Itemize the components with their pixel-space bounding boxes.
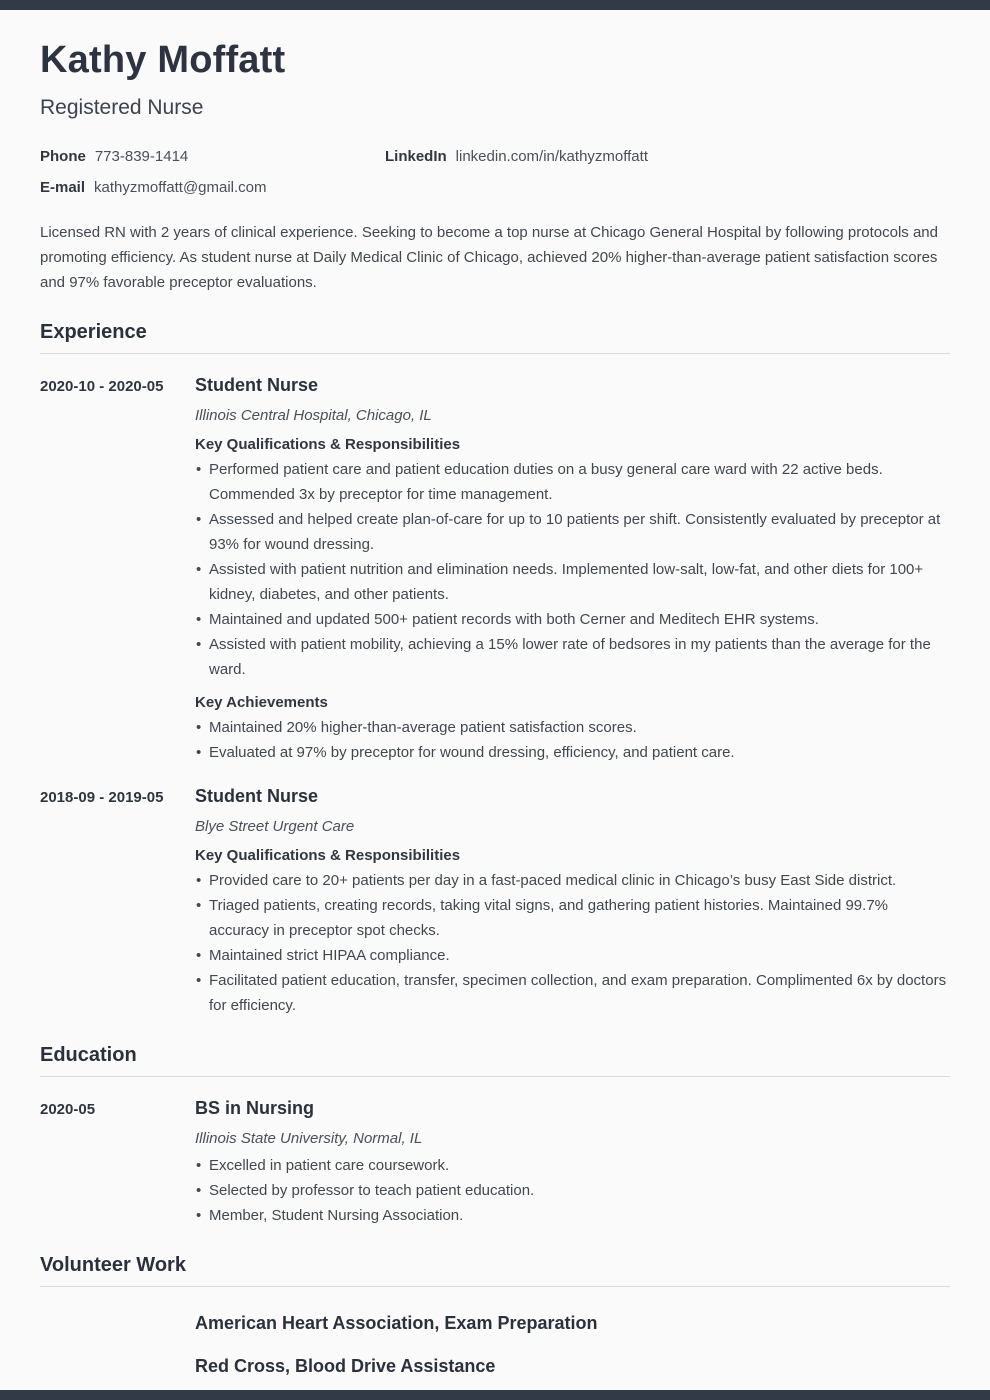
entry-school: Illinois State University, Normal, IL: [195, 1129, 423, 1147]
experience-section: [40, 321, 950, 1018]
bullet-item: • Performed patient care and patient education duties on a busy general care ward with 22 active beds. Commended 3x by preceptor for time management.: [195, 457, 950, 507]
top-accent-bar: [0, 0, 990, 10]
professional-summary: Licensed RN with 2 years of clinical experience. Seeking to become a top nurse at Chicago General Hospital by following protocols and promoting efficiency. As student nurse at Daily Medical Clinic of Chicago, achieved 20% higher-than-average patient satisfaction scores and 97% favorable preceptor evaluations.: [40, 223, 938, 291]
bullet-item: • Assisted with patient mobility, achieving a 15% lower rate of bedsores in my patients than the average for the ward.: [195, 632, 950, 682]
volunteer-title: Red Cross, Blood Drive Assistance: [195, 1355, 496, 1376]
education-entry: [40, 1098, 950, 1228]
group-label: Key Achievements: [195, 693, 328, 711]
person-name: Kathy Moffatt: [40, 39, 286, 81]
entry-date: 2018-09 - 2019-05: [40, 788, 164, 806]
volunteer-section: [40, 1254, 950, 1377]
experience-heading: Experience: [40, 321, 950, 354]
person-job-title: Registered Nurse: [40, 95, 204, 119]
bullet-list: [195, 715, 950, 765]
entry-body: [195, 375, 950, 765]
bullet-list: [195, 1153, 950, 1228]
entry-date: 2020-10 - 2020-05: [40, 377, 164, 395]
volunteer-heading: Volunteer Work: [40, 1254, 950, 1287]
bullet-item: • Facilitated patient education, transfer, specimen collection, and exam preparation. Complimented 6x by doctors for efficiency.: [195, 968, 950, 1018]
group-label: Key Qualifications & Responsibilities: [195, 435, 461, 453]
entry-body: [195, 1098, 950, 1228]
bullet-item: • Maintained strict HIPAA compliance.: [195, 943, 950, 968]
volunteer-entry: [40, 1313, 950, 1334]
entry-company: Blye Street Urgent Care: [195, 817, 355, 835]
group-label: Key Qualifications & Responsibilities: [195, 846, 461, 864]
bullet-item: • Member, Student Nursing Association.: [195, 1203, 950, 1228]
entry-date-empty: [40, 1356, 195, 1377]
entry-title: Student Nurse: [195, 785, 319, 806]
bullet-list: [195, 868, 950, 1018]
bullet-item: • Provided care to 20+ patients per day in a fast-paced medical clinic in Chicago’s busy East Side district.: [195, 868, 950, 893]
contact-linkedin: [385, 148, 950, 165]
contact-section: [40, 148, 950, 196]
linkedin-label: LinkedIn: [385, 147, 447, 165]
contact-email: [40, 179, 385, 196]
entry-company: Illinois Central Hospital, Chicago, IL: [195, 406, 432, 424]
bullet-item: • Triaged patients, creating records, taking vital signs, and gathering patient histories. Maintained 99.7% accuracy in preceptor spot checks.: [195, 893, 950, 943]
experience-entry: [40, 375, 950, 765]
education-section: [40, 1044, 950, 1228]
bullet-list: [195, 457, 950, 682]
bullet-item: • Assisted with patient nutrition and elimination needs. Implemented low-salt, low-fat, and other diets for 100+ kidney, diabetes, and other patients.: [195, 557, 950, 607]
email-label: E-mail: [40, 178, 86, 196]
experience-entry: [40, 786, 950, 1018]
linkedin-value: linkedin.com/in/kathyzmoffatt: [455, 147, 648, 165]
education-heading: Education: [40, 1044, 950, 1077]
email-value: kathyzmoffatt@gmail.com: [94, 178, 267, 196]
bullet-item: • Selected by professor to teach patient education.: [195, 1178, 950, 1203]
phone-label: Phone: [40, 147, 86, 165]
bullet-item: • Evaluated at 97% by preceptor for wound dressing, efficiency, and patient care.: [195, 740, 950, 765]
bullet-item: • Maintained and updated 500+ patient records with both Cerner and Meditech EHR systems.: [195, 607, 950, 632]
entry-title: BS in Nursing: [195, 1097, 315, 1118]
bullet-item: • Assessed and helped create plan-of-care for up to 10 patients per shift. Consistently evaluated by preceptor at 93% for wound dressing.: [195, 507, 950, 557]
volunteer-title: American Heart Association, Exam Preparation: [195, 1312, 598, 1333]
phone-value: 773-839-1414: [94, 147, 189, 165]
entry-title: Student Nurse: [195, 374, 319, 395]
bullet-item: • Excelled in patient care coursework.: [195, 1153, 950, 1178]
bullet-item: • Maintained 20% higher-than-average patient satisfaction scores.: [195, 715, 950, 740]
entry-date: 2020-05: [40, 1100, 96, 1118]
entry-date-empty: [40, 1313, 195, 1334]
volunteer-entry: [40, 1356, 950, 1377]
entry-body: [195, 786, 950, 1018]
contact-phone: [40, 148, 385, 165]
bottom-accent-bar: [0, 1390, 990, 1400]
